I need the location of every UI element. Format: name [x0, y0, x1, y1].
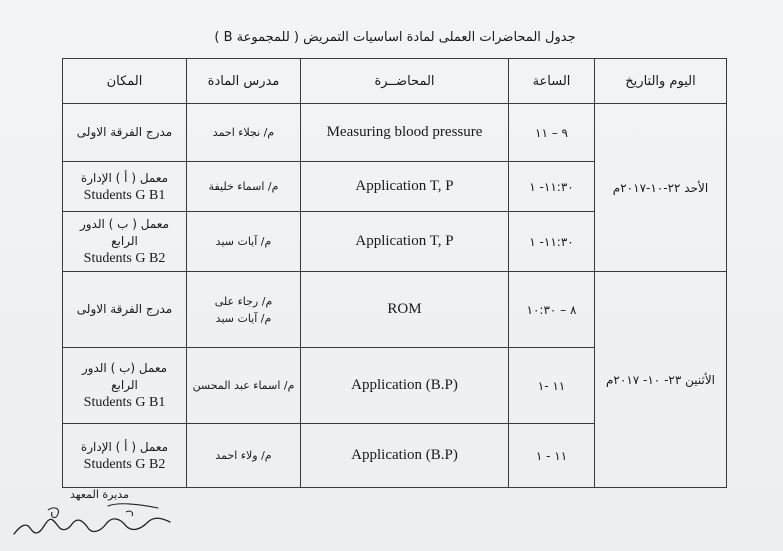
header-place: المكان — [63, 59, 187, 104]
lecture-cell: Application (B.P) — [301, 348, 509, 424]
header-lecture: المحاضــرة — [301, 59, 509, 104]
teacher-name: م/ اسماء خليفة — [208, 180, 279, 193]
time-cell: ١١:٣٠- ١ — [509, 212, 595, 272]
place-cell — [63, 212, 187, 272]
day-cell: الأحد ٢٢-١٠-٢٠١٧م — [595, 104, 727, 272]
lecture-cell: Application T, P — [301, 162, 509, 212]
teacher-cell — [187, 212, 301, 272]
time-cell: ١١ -١ — [509, 348, 595, 424]
place-arabic: معمل ( ب ) الدور الرابع — [79, 217, 170, 248]
teacher-cell — [187, 104, 301, 162]
time-cell: ١١ - ١ — [509, 424, 595, 488]
header-row — [63, 59, 727, 104]
place-arabic: معمل ( أ ) الإدارة — [80, 439, 169, 454]
place-arabic: مدرج الفرقة الاولى — [76, 125, 173, 139]
teacher-cell — [187, 424, 301, 488]
table-row — [63, 272, 727, 348]
place-arabic: معمل (ب ) الدور الرابع — [81, 361, 168, 392]
time-cell: ١١:٣٠- ١ — [509, 162, 595, 212]
header-day: اليوم والتاريخ — [595, 59, 727, 104]
document-title: جدول المحاضرات العملى لمادة اساسيات التمريض ( للمجموعة B ) — [214, 30, 576, 45]
lecture-cell: Measuring blood pressure — [301, 104, 509, 162]
place-arabic: مدرج الفرقة الاولى — [76, 302, 173, 316]
place-arabic: معمل ( أ ) الإدارة — [80, 170, 169, 185]
day-cell: الأثنين ٢٣- ١٠- ٢٠١٧م — [595, 272, 727, 488]
teacher-name: م/ رجاء على — [214, 294, 273, 308]
place-group: Students G B2 — [83, 251, 166, 266]
teacher-cell — [187, 162, 301, 212]
lecture-cell: ROM — [301, 272, 509, 348]
place-cell — [63, 424, 187, 488]
teacher-name: م/ ولاء احمد — [215, 449, 272, 462]
time-cell: ٩ – ١١ — [509, 104, 595, 162]
place-cell — [63, 104, 187, 162]
teacher-name: م/ نجلاء احمد — [212, 126, 275, 139]
place-group: Students G B1 — [83, 187, 166, 203]
place-cell — [63, 348, 187, 424]
header-time: الساعة — [509, 59, 595, 104]
time-cell: ٨ – ١٠:٣٠ — [509, 272, 595, 348]
teacher-name: م/ آيات سيد — [215, 311, 272, 325]
teacher-name: م/ اسماء عبد المحسن — [192, 379, 295, 392]
place-cell — [63, 162, 187, 212]
teacher-name: م/ آيات سيد — [215, 235, 272, 248]
place-group: Students G B1 — [83, 395, 166, 410]
table-row — [63, 104, 727, 162]
schedule-table — [62, 58, 727, 488]
place-cell — [63, 272, 187, 348]
teacher-cell — [187, 272, 301, 348]
teacher-cell — [187, 348, 301, 424]
director-label: مديرة المعهد — [70, 488, 129, 501]
place-group: Students G B2 — [83, 456, 166, 472]
lecture-cell: Application T, P — [301, 212, 509, 272]
header-teacher: مدرس المادة — [187, 59, 301, 104]
handwritten-signature — [8, 496, 178, 544]
lecture-cell: Application (B.P) — [301, 424, 509, 488]
